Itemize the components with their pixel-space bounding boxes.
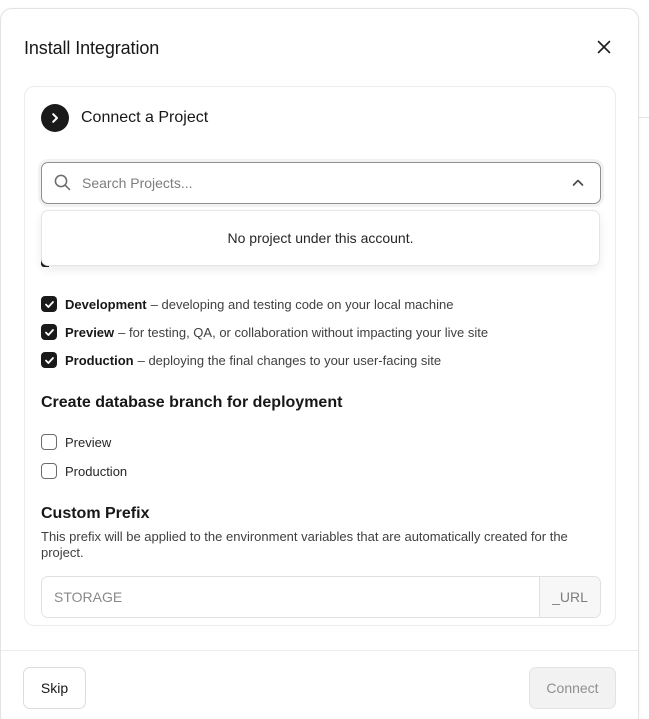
db-production-checkbox[interactable] (41, 463, 57, 479)
db-preview-checkbox[interactable] (41, 434, 57, 450)
env-description: – for testing, QA, or collaboration without impacting your live site (118, 324, 489, 340)
env-row-development (41, 295, 453, 313)
close-button[interactable] (591, 34, 617, 60)
empty-message: No project under this account. (227, 230, 414, 246)
step-title: Connect a Project (81, 109, 209, 126)
check-icon (44, 299, 55, 310)
env-description: – deploying the final changes to your user-facing site (137, 352, 442, 368)
preview-checkbox[interactable] (41, 324, 57, 340)
prefix-suffix: _URL (539, 577, 600, 617)
development-checkbox[interactable] (41, 296, 57, 312)
env-description: – developing and testing code on your local machine (150, 296, 454, 312)
env-row-production (41, 351, 441, 369)
database-branch-title: Create database branch for deployment (41, 394, 343, 411)
step-badge (41, 104, 69, 132)
install-integration-modal (0, 8, 639, 719)
footer-divider (1, 650, 638, 651)
chevron-right-icon (49, 112, 61, 124)
db-branch-option-preview (41, 433, 111, 451)
close-icon (596, 39, 612, 55)
custom-prefix-field (41, 576, 601, 618)
search-input[interactable] (82, 163, 562, 202)
project-search-combobox[interactable] (41, 162, 601, 204)
modal-title: Install Integration (24, 38, 160, 58)
check-icon (44, 327, 55, 338)
db-branch-option-production (41, 462, 127, 480)
connect-button[interactable]: Connect (529, 667, 616, 709)
env-row-preview (41, 323, 488, 341)
skip-button[interactable]: Skip (23, 667, 86, 709)
check-icon (44, 355, 55, 366)
custom-prefix-title: Custom Prefix (41, 505, 150, 522)
env-name: Production (65, 352, 134, 368)
option-label: Production (65, 463, 128, 479)
env-name: Development (65, 296, 147, 312)
production-checkbox[interactable] (41, 352, 57, 368)
env-name: Preview (65, 324, 115, 340)
search-icon (54, 174, 71, 196)
custom-prefix-description: This prefix will be applied to the environment variables that are automatically created for the project. (41, 529, 568, 560)
prefix-input[interactable] (42, 577, 539, 617)
option-label: Preview (65, 434, 112, 450)
project-dropdown (41, 210, 600, 266)
chevron-up-icon[interactable] (571, 176, 585, 195)
connect-project-card (24, 86, 616, 626)
